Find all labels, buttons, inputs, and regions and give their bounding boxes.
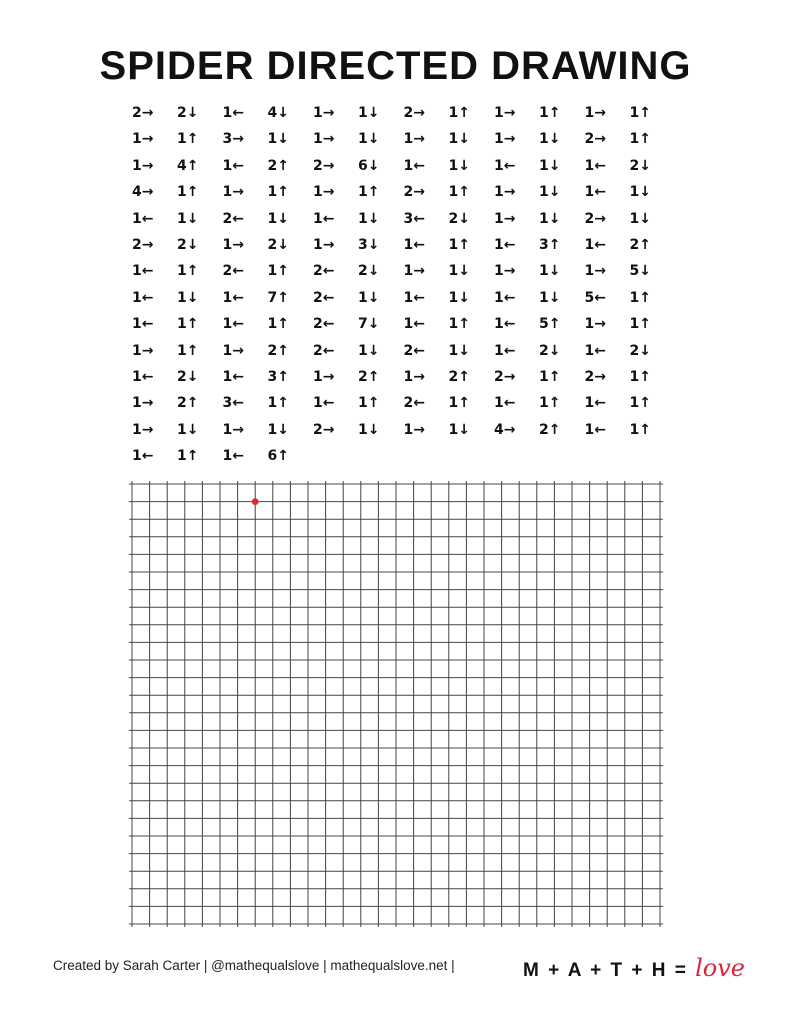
direction-step: 1← [403, 289, 425, 306]
direction-step: 1↑ [448, 395, 470, 412]
direction-step: 1↓ [539, 289, 561, 306]
direction-step: 2↓ [448, 210, 470, 227]
direction-step: 1← [403, 157, 425, 174]
direction-step: 1← [494, 316, 516, 333]
brand-logo [523, 954, 745, 982]
direction-step: 1← [132, 448, 154, 465]
direction-step: 2↑ [358, 368, 380, 385]
direction-step: 1↑ [267, 263, 289, 280]
direction-step: 1↓ [448, 421, 470, 438]
direction-step: 1↑ [267, 395, 289, 412]
direction-step: 1← [313, 210, 335, 227]
direction-step: 1→ [222, 184, 244, 201]
direction-step: 2← [403, 342, 425, 359]
direction-step: 1↑ [267, 316, 289, 333]
direction-step: 2← [222, 210, 244, 227]
direction-step: 1← [222, 316, 244, 333]
direction-step: 2← [403, 395, 425, 412]
direction-step: 5← [584, 289, 606, 306]
direction-step: 1↓ [448, 263, 470, 280]
footer [53, 954, 753, 984]
direction-step: 1↓ [358, 131, 380, 148]
direction-step: 1→ [313, 131, 335, 148]
direction-step: 1← [403, 236, 425, 253]
direction-step: 1↓ [448, 342, 470, 359]
direction-step: 1← [584, 421, 606, 438]
direction-step: 1→ [403, 131, 425, 148]
direction-step: 5↑ [539, 316, 561, 333]
direction-step: 1↓ [539, 184, 561, 201]
direction-step: 3↓ [358, 236, 380, 253]
direction-step: 1↓ [539, 210, 561, 227]
direction-step: 1↑ [177, 263, 199, 280]
direction-step: 2→ [584, 368, 606, 385]
direction-step: 1↑ [448, 316, 470, 333]
direction-step: 1← [132, 316, 154, 333]
direction-step: 1↑ [177, 131, 199, 148]
direction-step: 1↑ [629, 289, 651, 306]
direction-step: 3← [403, 210, 425, 227]
direction-step: 1→ [132, 342, 154, 359]
direction-step: 1↓ [358, 421, 380, 438]
direction-step: 2← [222, 263, 244, 280]
direction-step: 1↓ [629, 184, 651, 201]
direction-step: 3↑ [267, 368, 289, 385]
direction-step: 1↓ [177, 289, 199, 306]
direction-step: 2→ [403, 105, 425, 121]
direction-step: 1← [222, 368, 244, 385]
direction-step: 4→ [132, 184, 154, 201]
direction-step: 2↓ [629, 157, 651, 174]
direction-step: 1← [222, 105, 244, 121]
direction-step: 2→ [132, 105, 154, 121]
direction-step: 1↓ [358, 105, 380, 121]
direction-step: 1→ [313, 105, 335, 121]
direction-step: 1← [584, 395, 606, 412]
direction-step: 7↓ [358, 316, 380, 333]
direction-step: 1→ [494, 210, 516, 227]
direction-step: 3← [222, 395, 244, 412]
direction-step: 1→ [403, 368, 425, 385]
direction-step: 2↑ [177, 395, 199, 412]
direction-step: 1← [132, 368, 154, 385]
direction-step: 2← [313, 316, 335, 333]
direction-step: 1← [313, 395, 335, 412]
direction-step: 4↓ [267, 105, 289, 121]
direction-step: 1↑ [629, 395, 651, 412]
direction-step: 1↑ [448, 184, 470, 201]
direction-step: 1← [584, 157, 606, 174]
direction-step: 3↑ [539, 236, 561, 253]
direction-step: 2← [313, 289, 335, 306]
direction-step: 1↑ [448, 236, 470, 253]
direction-step: 2↑ [539, 421, 561, 438]
direction-step: 1→ [584, 105, 606, 121]
direction-step: 2→ [584, 131, 606, 148]
direction-step: 1↓ [267, 131, 289, 148]
direction-step: 1← [494, 342, 516, 359]
direction-step: 1← [132, 263, 154, 280]
direction-step: 2↑ [448, 368, 470, 385]
direction-step: 1↑ [629, 368, 651, 385]
direction-step: 1← [494, 395, 516, 412]
direction-step: 1← [222, 448, 244, 465]
direction-step: 2→ [313, 421, 335, 438]
direction-step: 1← [494, 236, 516, 253]
direction-step: 1↓ [358, 210, 380, 227]
direction-step: 1→ [132, 421, 154, 438]
direction-step: 1↓ [358, 289, 380, 306]
direction-step: 1↓ [448, 157, 470, 174]
direction-step: 2← [313, 342, 335, 359]
direction-step: 1↓ [448, 289, 470, 306]
direction-step: 2↑ [629, 236, 651, 253]
direction-step: 1↑ [358, 184, 380, 201]
direction-step: 1↑ [629, 105, 651, 121]
direction-step: 1→ [494, 263, 516, 280]
direction-step: 1↑ [177, 316, 199, 333]
direction-step: 1→ [222, 421, 244, 438]
direction-step: 1→ [313, 236, 335, 253]
direction-step: 1↑ [539, 395, 561, 412]
direction-step: 1← [222, 289, 244, 306]
direction-step: 2→ [132, 236, 154, 253]
direction-step: 1→ [222, 236, 244, 253]
direction-step: 3→ [222, 131, 244, 148]
direction-step: 1← [403, 316, 425, 333]
brand-love: love [695, 954, 745, 982]
direction-step: 1↑ [629, 131, 651, 148]
direction-step: 2↓ [177, 368, 199, 385]
direction-step: 4↑ [177, 157, 199, 174]
direction-step: 2↓ [358, 263, 380, 280]
direction-step: 4→ [494, 421, 516, 438]
direction-step: 2↓ [629, 342, 651, 359]
direction-step: 1→ [132, 131, 154, 148]
direction-step: 1↑ [267, 184, 289, 201]
direction-step: 1→ [494, 105, 516, 121]
direction-step: 1→ [313, 184, 335, 201]
direction-step: 6↑ [267, 448, 289, 465]
direction-step: 1← [494, 289, 516, 306]
direction-step: 2→ [403, 184, 425, 201]
direction-step: 2→ [494, 368, 516, 385]
direction-step: 1↓ [539, 131, 561, 148]
start-point-dot [252, 498, 259, 505]
direction-step: 1→ [132, 157, 154, 174]
direction-step: 1→ [584, 263, 606, 280]
direction-step: 1← [222, 157, 244, 174]
direction-step: 1→ [403, 263, 425, 280]
brand-text: M + A + T + H = [523, 960, 696, 981]
direction-step: 2← [313, 263, 335, 280]
direction-step: 1→ [313, 368, 335, 385]
direction-step: 1→ [132, 395, 154, 412]
direction-step: 1→ [494, 184, 516, 201]
direction-step: 1← [132, 210, 154, 227]
direction-step: 1← [584, 342, 606, 359]
drawing-grid[interactable] [129, 481, 663, 936]
direction-step: 1↓ [629, 210, 651, 227]
direction-step: 1→ [584, 316, 606, 333]
direction-step: 2↓ [177, 236, 199, 253]
direction-step: 1→ [494, 131, 516, 148]
direction-step: 1↓ [539, 157, 561, 174]
direction-step: 5↓ [629, 263, 651, 280]
direction-step: 1↓ [177, 210, 199, 227]
direction-step: 1↑ [539, 105, 561, 121]
direction-step: 1↑ [358, 395, 380, 412]
direction-step: 2↓ [177, 105, 199, 121]
direction-step: 1↓ [267, 421, 289, 438]
direction-step: 1↓ [448, 131, 470, 148]
direction-step: 1↑ [629, 316, 651, 333]
direction-step: 1↓ [267, 210, 289, 227]
direction-step: 1↑ [539, 368, 561, 385]
direction-step: 1← [494, 157, 516, 174]
direction-step: 1← [584, 184, 606, 201]
direction-step: 1↑ [177, 448, 199, 465]
direction-step: 2→ [313, 157, 335, 174]
grid-svg [129, 481, 663, 931]
direction-step: 2↓ [267, 236, 289, 253]
direction-step: 1↑ [177, 342, 199, 359]
direction-step: 1↓ [539, 263, 561, 280]
direction-step: 7↑ [267, 289, 289, 306]
footer-credit: Created by Sarah Carter | @mathequalslove | mathequalslove.net | [53, 958, 455, 973]
page-title: SPIDER DIRECTED DRAWING [99, 44, 692, 88]
direction-step: 1↓ [177, 421, 199, 438]
direction-step: 2→ [584, 210, 606, 227]
direction-step: 6↓ [358, 157, 380, 174]
direction-step: 1↑ [177, 184, 199, 201]
direction-step: 1→ [222, 342, 244, 359]
direction-step: 1↑ [448, 105, 470, 121]
direction-step: 2↑ [267, 342, 289, 359]
direction-step: 1← [132, 289, 154, 306]
direction-step: 1↑ [629, 421, 651, 438]
direction-step: 2↑ [267, 157, 289, 174]
direction-step: 1↓ [358, 342, 380, 359]
direction-step: 2↓ [539, 342, 561, 359]
direction-step: 1→ [403, 421, 425, 438]
direction-step: 1← [584, 236, 606, 253]
